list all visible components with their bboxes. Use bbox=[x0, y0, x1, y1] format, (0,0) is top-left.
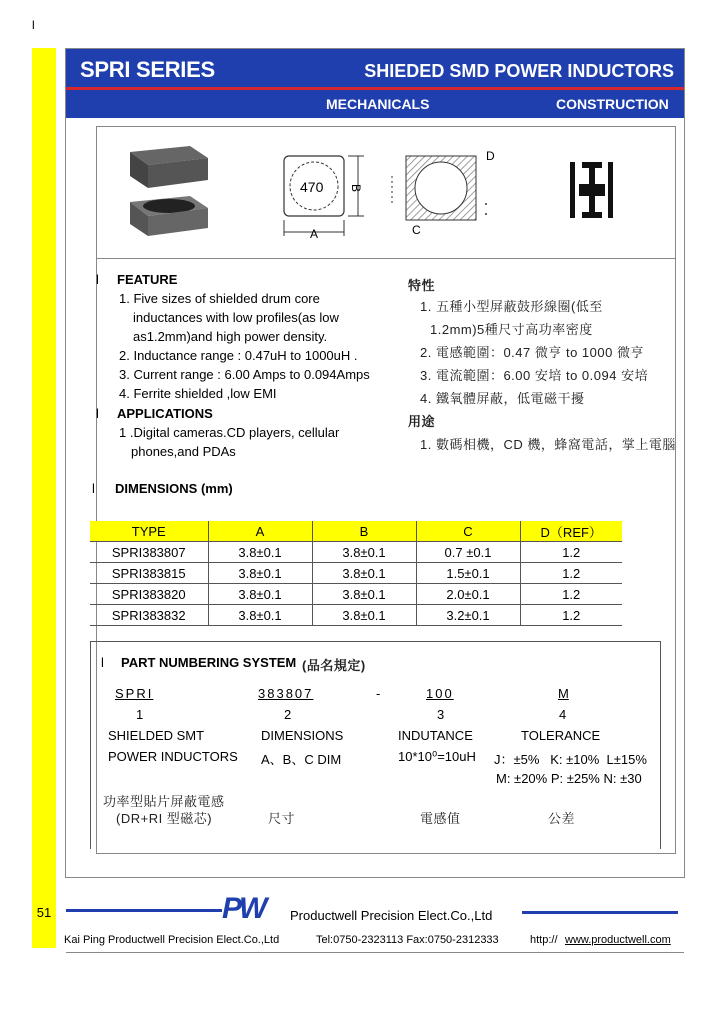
applications-item: 1 .Digital cameras.CD players, cellular bbox=[119, 425, 340, 440]
table-cell: 1.5±0.1 bbox=[416, 563, 520, 584]
table-cell: 3.8±0.1 bbox=[208, 563, 312, 584]
cn-feature-item: 2. 電感範圍：0.47 微亨 to 1000 微亨 bbox=[420, 345, 644, 360]
page-number: 51 bbox=[32, 902, 56, 924]
table-cell: 3.8±0.1 bbox=[208, 584, 312, 605]
contact-phone-fax: Tel:0750-2323113 Fax:0750-2312333 bbox=[316, 934, 499, 946]
table-row bbox=[90, 584, 622, 605]
code-dash: - bbox=[376, 686, 381, 701]
feature-item: 4. Ferrite shielded ,low EMI bbox=[119, 386, 277, 401]
website-prefix: http:// bbox=[530, 934, 558, 946]
code-index: 2 bbox=[284, 707, 292, 722]
footer-divider bbox=[66, 952, 684, 953]
feature-item: as1.2mm)and high power density. bbox=[133, 329, 328, 344]
top-view-drawing bbox=[276, 148, 376, 240]
cn-description: (DR+RI 型磁芯) bbox=[116, 811, 213, 826]
part-numbering-title: PART NUMBERING SYSTEM bbox=[121, 655, 297, 670]
dim-label-c: C bbox=[412, 223, 421, 237]
table-cell: 3.8±0.1 bbox=[312, 563, 416, 584]
table-cell: 1.2 bbox=[520, 584, 622, 605]
feature-item: inductances with low profiles(as low bbox=[133, 310, 339, 325]
dim-label-b: B bbox=[349, 184, 363, 193]
cn-feature-item: 3. 電流範圍：6.00 安培 to 0.094 安培 bbox=[420, 368, 649, 383]
column-header: TYPE bbox=[90, 521, 208, 542]
column-header: D（REF） bbox=[520, 521, 622, 542]
table-cell: 3.2±0.1 bbox=[416, 605, 520, 626]
code-description: A、B、C DIM bbox=[261, 752, 342, 767]
column-header: C bbox=[416, 521, 520, 542]
table-cell: 1.2 bbox=[520, 605, 622, 626]
code-description: POWER INDUCTORS bbox=[108, 749, 238, 764]
dimensions-table bbox=[90, 521, 622, 626]
table-row bbox=[90, 542, 622, 563]
company-name: Productwell Precision Elect.Co.,Ltd bbox=[290, 908, 493, 923]
code-index: 4 bbox=[559, 707, 567, 722]
marking-text: 470 bbox=[300, 179, 324, 195]
tolerance-options: J：±5% K: ±10% L±15% bbox=[494, 752, 647, 767]
construction-label: CONSTRUCTION bbox=[556, 96, 669, 112]
code-tolerance: M bbox=[558, 686, 569, 701]
code-description: 10*10⁰=10uH bbox=[398, 749, 476, 764]
code-dimensions: 383807 bbox=[258, 686, 314, 701]
feature-item: 1. Five sizes of shielded drum core bbox=[119, 291, 320, 306]
dim-label-a: A bbox=[310, 227, 319, 240]
tolerance-options: M: ±20% P: ±25% N: ±30 bbox=[496, 771, 642, 786]
table-cell: SPRI383815 bbox=[90, 563, 208, 584]
table-row bbox=[90, 563, 622, 584]
product-title: SHIEDED SMD POWER INDUCTORS bbox=[364, 61, 674, 81]
table-cell: 1.2 bbox=[520, 563, 622, 584]
table-cell: 3.8±0.1 bbox=[208, 542, 312, 563]
code-description: DIMENSIONS bbox=[261, 728, 344, 743]
footer-yellow-block bbox=[32, 930, 56, 948]
construction-drawing bbox=[566, 160, 618, 222]
code-index: 3 bbox=[437, 707, 445, 722]
column-header: B bbox=[312, 521, 416, 542]
table-cell: 1.2 bbox=[520, 542, 622, 563]
table-cell: SPRI383820 bbox=[90, 584, 208, 605]
company-logo: PW bbox=[222, 892, 265, 925]
code-index: 1 bbox=[136, 707, 144, 722]
code-description: TOLERANCE bbox=[521, 728, 601, 743]
dimensions-title: DIMENSIONS (mm) bbox=[115, 481, 233, 496]
mechanicals-label: MECHANICALS bbox=[326, 96, 430, 112]
series-title: SPRI SERIES bbox=[80, 57, 215, 82]
applications-title: APPLICATIONS bbox=[117, 406, 213, 421]
part-numbering-title-cn: (品名規定) bbox=[302, 658, 366, 673]
code-description: SHIELDED SMT bbox=[108, 728, 205, 743]
feature-bullet: l bbox=[96, 272, 99, 287]
table-row bbox=[90, 605, 622, 626]
table-cell: 3.8±0.1 bbox=[312, 584, 416, 605]
table-cell: SPRI383807 bbox=[90, 542, 208, 563]
side-view-drawing bbox=[378, 146, 498, 240]
table-header-row bbox=[90, 521, 622, 542]
code-description: INDUTANCE bbox=[398, 728, 473, 743]
feature-item: 2. Inductance range : 0.47uH to 1000uH . bbox=[119, 348, 358, 363]
table-cell: SPRI383832 bbox=[90, 605, 208, 626]
table-cell: 3.8±0.1 bbox=[312, 605, 416, 626]
inductor-photo bbox=[120, 140, 215, 240]
footer-rule bbox=[66, 909, 222, 912]
code-series: SPRI bbox=[115, 686, 154, 701]
part-numbering-bullet: l bbox=[101, 655, 104, 670]
website-link[interactable]: www.productwell.com bbox=[565, 934, 671, 946]
applications-item: phones,and PDAs bbox=[131, 444, 236, 459]
footer-rule bbox=[522, 911, 678, 914]
table-cell: 2.0±0.1 bbox=[416, 584, 520, 605]
feature-title: FEATURE bbox=[117, 272, 178, 287]
cn-description: 尺寸 bbox=[268, 811, 296, 826]
column-header: A bbox=[208, 521, 312, 542]
table-cell: 3.8±0.1 bbox=[208, 605, 312, 626]
cn-feature-title: 特性 bbox=[408, 278, 436, 293]
dimensions-bullet: l bbox=[92, 481, 95, 496]
cn-feature-item: 1.2mm)5種尺寸高功率密度 bbox=[430, 322, 593, 337]
company-address: Kai Ping Productwell Precision Elect.Co.,Ltd bbox=[64, 934, 280, 946]
cn-applications-title: 用途 bbox=[408, 414, 436, 429]
corner-mark: l bbox=[32, 18, 35, 32]
cn-feature-item: 4. 鐵氧體屏蔽，低電磁干擾 bbox=[420, 391, 585, 406]
dim-label-d: D bbox=[486, 149, 495, 163]
cn-description: 電感值 bbox=[420, 811, 461, 826]
table-cell: 0.7 ±0.1 bbox=[416, 542, 520, 563]
section-divider bbox=[96, 258, 676, 259]
cn-description: 公差 bbox=[548, 811, 576, 826]
side-yellow-bar bbox=[32, 48, 56, 948]
code-inductance: 100 bbox=[426, 686, 454, 701]
applications-bullet: l bbox=[96, 406, 99, 421]
cn-feature-item: 1. 五種小型屏蔽鼓形線圈(低至 bbox=[420, 299, 603, 314]
feature-item: 3. Current range : 6.00 Amps to 0.094Amps bbox=[119, 367, 370, 382]
cn-applications-item: 1. 數碼相機，CD 機，蜂窩電話，掌上電腦 bbox=[420, 437, 676, 452]
table-cell: 3.8±0.1 bbox=[312, 542, 416, 563]
cn-description: 功率型貼片屏蔽電感 bbox=[103, 794, 225, 809]
